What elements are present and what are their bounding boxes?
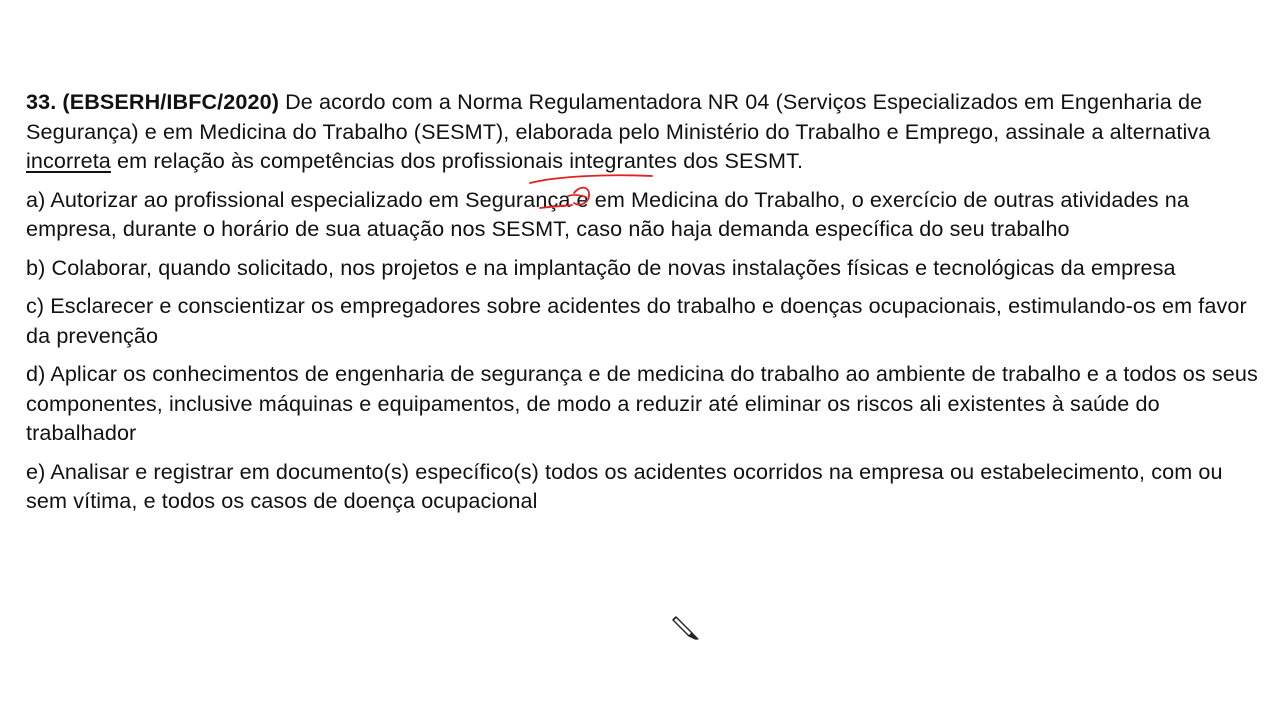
option-text: Aplicar os conhecimentos de engenharia de segurança e de medicina do trabalho ao ambiente de trabalho e a todos os seus componentes, inclusive máquinas e equipamentos, de modo a reduzir até eliminar os riscos ali existentes à saúde do trabalhador xyxy=(26,361,1258,445)
option-d xyxy=(26,359,1262,448)
option-text: Esclarecer e conscientizar os empregadores sobre acidentes do trabalho e doenças ocupacionais, estimulando-os em favor da prevenção xyxy=(26,293,1247,348)
option-letter: e) xyxy=(26,458,46,484)
question-text-before: De acordo com a Norma Regulamentadora NR 04 (Serviços Especializados em Engenharia de Segurança) e em Medicina do Trabalho (SESMT), elaborada pelo Ministério do Trabalho e Emprego, assinale a alternativa xyxy=(26,89,1211,144)
option-text: Analisar e registrar em documento(s) específico(s) todos os acidentes ocorridos na empresa ou estabelecimento, com ou sem vítima, e todos os casos de doença ocupacional xyxy=(26,458,1223,513)
option-b xyxy=(26,253,1262,283)
pen-cursor-icon xyxy=(672,612,702,642)
option-letter: d) xyxy=(26,361,46,386)
option-c xyxy=(26,291,1262,350)
option-a xyxy=(26,185,1262,244)
option-letter: b) xyxy=(26,254,46,280)
question-statement xyxy=(26,87,1262,176)
question-highlight-word: incorreta xyxy=(26,148,111,173)
option-e xyxy=(26,457,1262,516)
question-number: 33. (EBSERH/IBFC/2020) xyxy=(26,89,280,114)
option-letter: a) xyxy=(26,186,46,212)
question-text-after: em relação às competências dos profissionais integrantes dos SESMT. xyxy=(110,148,804,173)
option-letter: c) xyxy=(26,293,45,318)
option-text: Colaborar, quando solicitado, nos projetos e na implantação de novas instalações físicas e tecnológicas da empresa xyxy=(45,254,1176,280)
option-text: Autorizar ao profissional especializado em Segurança e em Medicina do Trabalho, o exercício de outras atividades na empresa, durante o horário de sua atuação nos SESMT, caso não haja demanda específica do seu trabalho xyxy=(26,186,1189,241)
question-document xyxy=(26,87,1262,525)
